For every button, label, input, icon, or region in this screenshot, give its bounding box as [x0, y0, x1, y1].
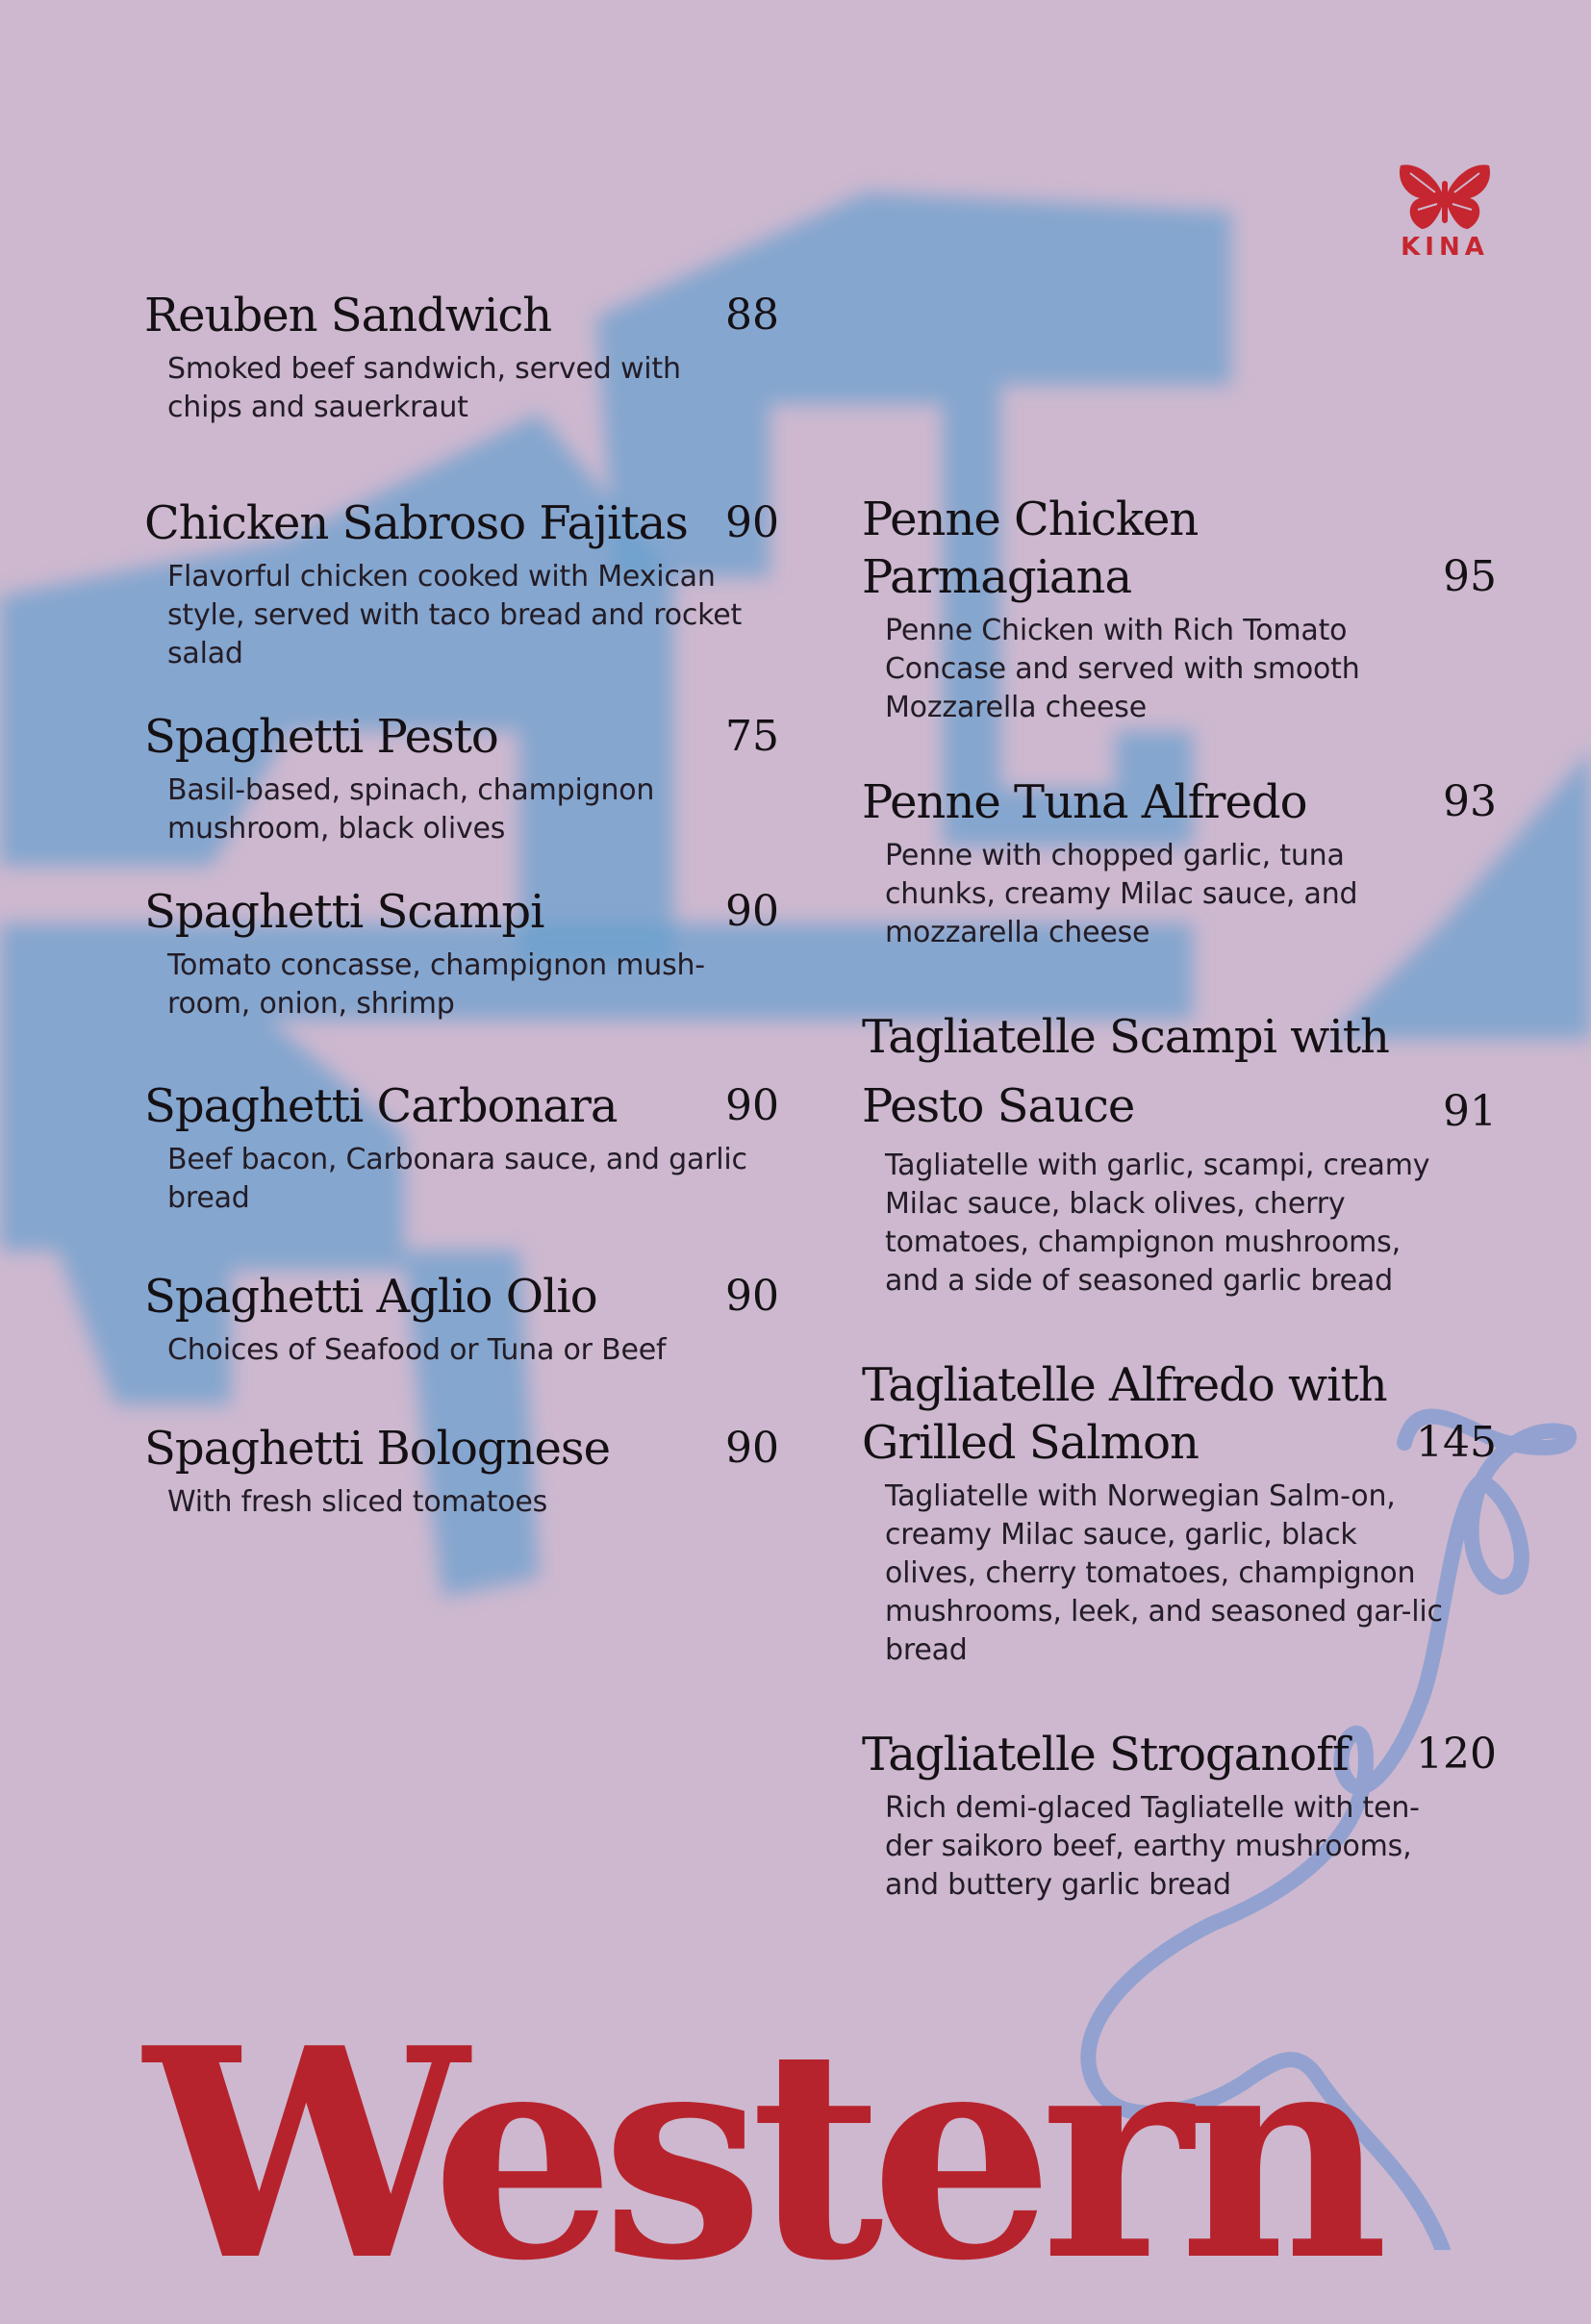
item-price: 90 [725, 1272, 779, 1321]
butterfly-icon [1397, 162, 1493, 231]
item-name: Chicken Sabroso Fajitas [144, 496, 688, 550]
item-price: 145 [1416, 1418, 1497, 1467]
item-description: Tagliatelle with garlic, scampi, creamy Milac sauce, black olives, cherry tomatoes, champignon mushrooms, and a side of seasoned garlic bread [885, 1149, 1430, 1298]
item-price: 90 [725, 1424, 779, 1473]
item-description: Basil-based, spinach, champignon mushroom, black olives [167, 773, 655, 846]
item-description: Smoked beef sandwich, served with chips and sauerkraut [167, 352, 681, 424]
menu-item [144, 883, 779, 1023]
menu-item [144, 1420, 779, 1522]
item-price: 95 [1443, 552, 1497, 601]
item-price: 90 [725, 887, 779, 936]
item-description: With fresh sliced tomatoes [167, 1485, 548, 1519]
item-description: Beef bacon, Carbonara sauce, and garlic bread [167, 1143, 747, 1215]
item-name: Spaghetti Aglio Olio [144, 1270, 597, 1324]
item-name: Spaghetti Bolognese [144, 1422, 610, 1476]
menu-item [144, 494, 779, 673]
item-description: Tomato concasse, champignon mush-room, onion, shrimp [167, 948, 705, 1021]
menu-item [862, 491, 1497, 727]
menu-item [862, 1726, 1497, 1905]
item-price: 120 [1416, 1730, 1497, 1779]
item-name: Spaghetti Scampi [144, 885, 544, 939]
logo-text: KINA [1401, 233, 1489, 262]
menu-item [144, 1077, 779, 1218]
item-name: Penne Tuna Alfredo [862, 775, 1307, 829]
menu-item [862, 1356, 1497, 1670]
item-name: Spaghetti Pesto [144, 710, 498, 764]
menu-item [144, 1268, 779, 1370]
menu-item [144, 708, 779, 848]
menu-left-column [144, 287, 779, 1522]
item-name: Tagliatelle Alfredo with Grilled Salmon [862, 1358, 1387, 1470]
item-description: Flavorful chicken cooked with Mexican style, served with taco bread and rocket salad [167, 560, 743, 670]
item-price: 90 [725, 498, 779, 547]
item-description: Rich demi-glaced Tagliatelle with ten-der saikoro beef, earthy mushrooms, and buttery garlic bread [885, 1791, 1420, 1902]
item-description: Penne Chicken with Rich Tomato Concase and served with smooth Mozzarella cheese [885, 614, 1360, 724]
item-description: Tagliatelle with Norwegian Salm-on, creamy Milac sauce, garlic, black olives, cherry tomatoes, champignon mushrooms, leek, and seasoned gar-lic bread [885, 1479, 1443, 1667]
menu-right-column [862, 491, 1497, 1905]
kina-logo [1395, 162, 1495, 262]
menu-item [144, 287, 779, 427]
item-price: 91 [1443, 1087, 1497, 1136]
item-name: Reuben Sandwich [144, 289, 552, 342]
item-price: 90 [725, 1081, 779, 1130]
item-price: 93 [1443, 777, 1497, 826]
item-name: Penne Chicken Parmagiana [862, 493, 1199, 604]
item-price: 75 [725, 712, 779, 761]
section-title: Western [144, 1984, 1376, 2324]
item-name: Tagliatelle Stroganoff [862, 1728, 1349, 1781]
item-description: Choices of Seafood or Tuna or Beef [167, 1333, 667, 1367]
menu-item [862, 1002, 1497, 1301]
item-price: 88 [725, 290, 779, 340]
item-name: Spaghetti Carbonara [144, 1079, 618, 1133]
item-name: Tagliatelle Scampi with Pesto Sauce [862, 1010, 1389, 1133]
item-description: Penne with chopped garlic, tuna chunks, creamy Milac sauce, and mozzarella cheese [885, 839, 1358, 949]
menu-item [862, 773, 1497, 952]
